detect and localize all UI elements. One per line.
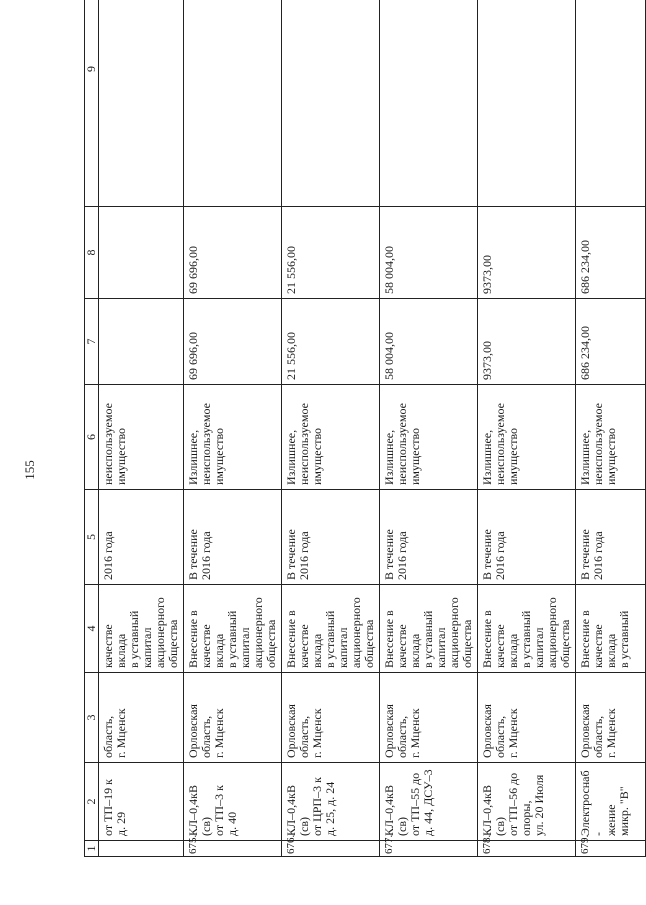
action-cell: Внесение в качестве вклада в уставный (576, 585, 646, 673)
table-header-row (85, 0, 99, 857)
basis-cell: Излишнее, неиспользуемое имущество (282, 385, 380, 490)
header-cell: 7 (85, 299, 99, 385)
basis-cell: Излишнее, неиспользуемое имущество (380, 385, 478, 490)
row-number: 675. (184, 841, 282, 857)
header-cell: 8 (85, 207, 99, 299)
value-col7-cell: 69 696,00 (184, 299, 282, 385)
row-number: 676. (282, 841, 380, 857)
table-row (478, 0, 576, 857)
value-col9-cell (576, 0, 646, 207)
basis-cell: неиспользуемое имущество (99, 385, 184, 490)
object-name-cell: КЛ–0,4кВ (св) от ТП–55 до д. 44, ДСУ–3 (380, 763, 478, 841)
action-cell: Внесение в качестве вклада в уставный капитал акционерного общества (478, 585, 576, 673)
location-cell: Орловская область, г. Мценск (184, 673, 282, 763)
value-col9-cell (478, 0, 576, 207)
location-cell: Орловская область, г. Мценск (282, 673, 380, 763)
header-cell: 3 (85, 673, 99, 763)
header-cell: 5 (85, 490, 99, 585)
object-name-cell: Электроснаб- жение микр. "В" (576, 763, 646, 841)
action-cell: Внесение в качестве вклада в уставный капитал акционерного общества (282, 585, 380, 673)
row-number (99, 841, 184, 857)
value-col9-cell (184, 0, 282, 207)
value-col9-cell (99, 0, 184, 207)
value-col7-cell: 58 004,00 (380, 299, 478, 385)
value-col7-cell: 21 556,00 (282, 299, 380, 385)
rotated-table-container (84, 32, 631, 857)
table-row (184, 0, 282, 857)
header-cell: 1 (85, 841, 99, 857)
header-cell: 6 (85, 385, 99, 490)
location-cell: Орловская область, г. Мценск (478, 673, 576, 763)
period-cell: В течение 2016 года (184, 490, 282, 585)
row-number: 679. (576, 841, 646, 857)
object-name-cell: от ТП–19 к д. 29 (99, 763, 184, 841)
value-col7-cell: 686 234,00 (576, 299, 646, 385)
value-col8-cell: 686 234,00 (576, 207, 646, 299)
period-cell: В течение 2016 года (380, 490, 478, 585)
header-cell: 9 (85, 0, 99, 207)
location-cell: Орловская область, г. Мценск (380, 673, 478, 763)
table-frame (84, 32, 631, 857)
action-cell: Внесение в качестве вклада в уставный капитал акционерного общества (380, 585, 478, 673)
table-row (282, 0, 380, 857)
action-cell: качестве вклада в уставный капитал акционерного общества (99, 585, 184, 673)
table-row (576, 0, 646, 857)
value-col7-cell: 9373,00 (478, 299, 576, 385)
value-col8-cell: 69 696,00 (184, 207, 282, 299)
basis-cell: Излишнее, неиспользуемое имущество (478, 385, 576, 490)
action-cell: Внесение в качестве вклада в уставный капитал акционерного общества (184, 585, 282, 673)
object-name-cell: КЛ–0,4кВ (св) от ТП–3 к д. 40 (184, 763, 282, 841)
row-number: 677. (380, 841, 478, 857)
table-row (380, 0, 478, 857)
value-col7-cell (99, 299, 184, 385)
page-number: 155 (22, 460, 37, 480)
table-row (99, 0, 184, 857)
object-name-cell: КЛ–0,4кВ (св) от ТП–56 до опоры, ул. 20 Июля (478, 763, 576, 841)
value-col9-cell (282, 0, 380, 207)
header-cell: 2 (85, 763, 99, 841)
location-cell: Орловская область, г. Мценск (576, 673, 646, 763)
value-col8-cell: 9373,00 (478, 207, 576, 299)
value-col9-cell (380, 0, 478, 207)
value-col8-cell: 58 004,00 (380, 207, 478, 299)
header-cell: 4 (85, 585, 99, 673)
value-col8-cell: 21 556,00 (282, 207, 380, 299)
basis-cell: Излишнее, неиспользуемое имущество (576, 385, 646, 490)
period-cell: В течение 2016 года (478, 490, 576, 585)
period-cell: В течение 2016 года (576, 490, 646, 585)
basis-cell: Излишнее, неиспользуемое имущество (184, 385, 282, 490)
location-cell: область, г. Мценск (99, 673, 184, 763)
row-number: 678. (478, 841, 576, 857)
period-cell: 2016 года (99, 490, 184, 585)
period-cell: В течение 2016 года (282, 490, 380, 585)
value-col8-cell (99, 207, 184, 299)
object-name-cell: КЛ–0,4кВ (св) от ЦРП–3 к д. 25, д. 24 (282, 763, 380, 841)
property-registry-table (84, 0, 646, 857)
